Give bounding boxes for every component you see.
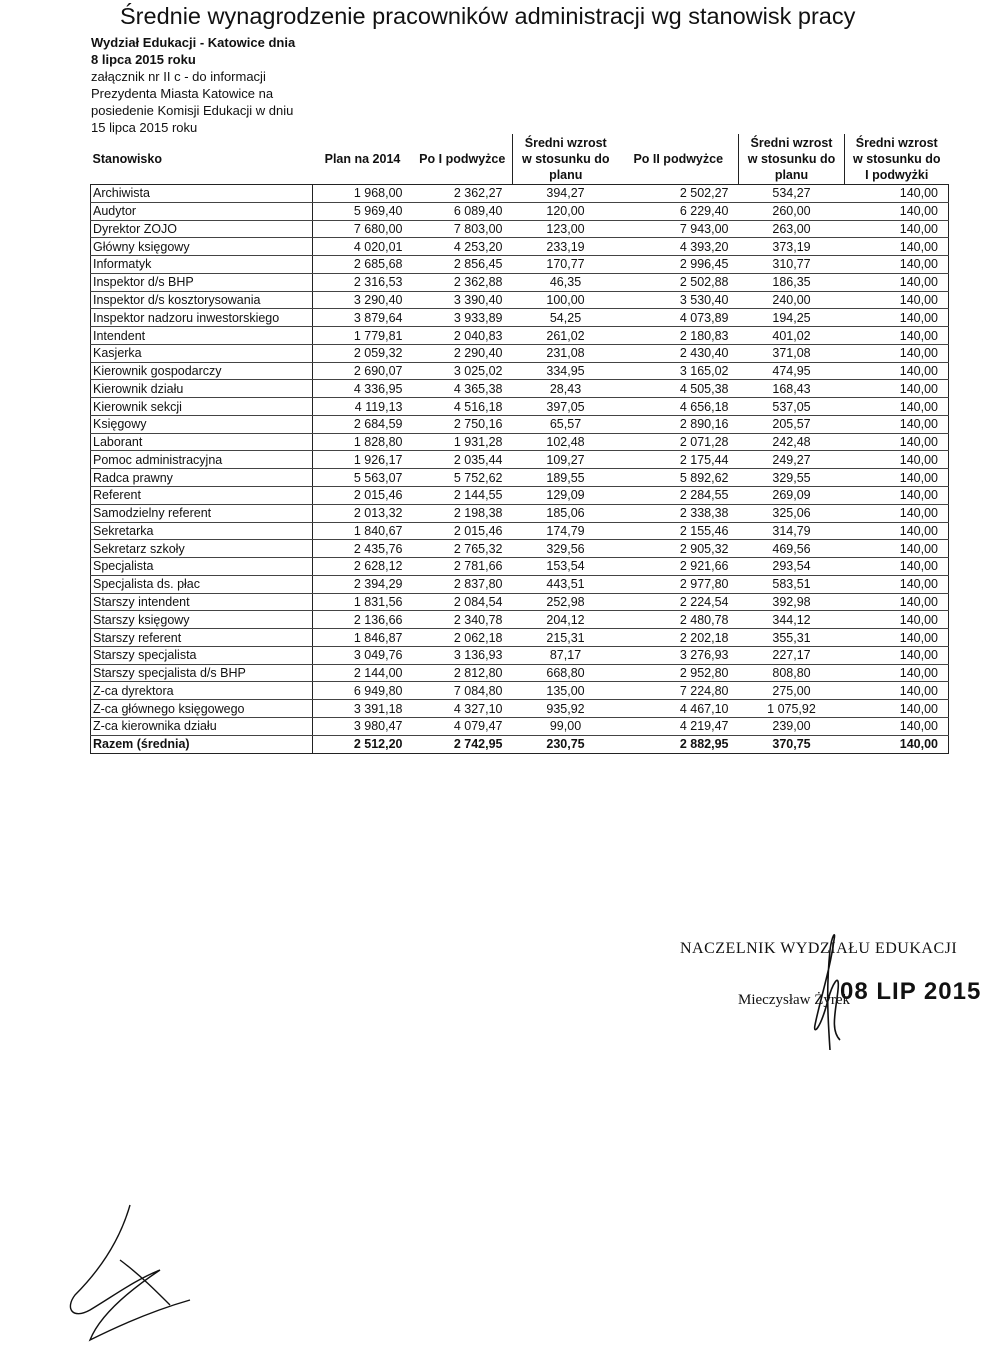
table-header-row xyxy=(91,134,949,185)
cell-avg-increase-plan-2: 325,06 xyxy=(739,504,845,522)
table-row xyxy=(91,185,949,203)
table-row xyxy=(91,575,949,593)
table-row xyxy=(91,238,949,256)
cell-after-raise-1: 2 290,40 xyxy=(413,344,513,362)
cell-position: Intendent xyxy=(91,327,313,345)
cell-avg-increase-plan-2: 329,55 xyxy=(739,469,845,487)
cell-avg-increase-raise-1: 140,00 xyxy=(845,487,949,505)
cell-avg-increase-plan-1: 54,25 xyxy=(513,309,619,327)
cell-plan-2014: 1 828,80 xyxy=(313,433,413,451)
col-header-raise2: Po II podwyżce xyxy=(633,152,724,166)
intro-line-6: 15 lipca 2015 roku xyxy=(91,120,198,135)
cell-avg-increase-plan-1: 261,02 xyxy=(513,327,619,345)
cell-position: Księgowy xyxy=(91,415,313,433)
table-row xyxy=(91,398,949,416)
cell-avg-increase-plan-1: 170,77 xyxy=(513,256,619,274)
cell-avg-increase-plan-2: 249,27 xyxy=(739,451,845,469)
cell-after-raise-1: 7 803,00 xyxy=(413,220,513,238)
table-total-row xyxy=(91,735,949,753)
cell-after-raise-1: 4 327,10 xyxy=(413,700,513,718)
cell-avg-increase-plan-1: 185,06 xyxy=(513,504,619,522)
cell-avg-increase-plan-1: 334,95 xyxy=(513,362,619,380)
cell-after-raise-2: 3 276,93 xyxy=(619,646,739,664)
cell-plan-2014: 7 680,00 xyxy=(313,220,413,238)
cell-avg-increase-raise-1: 140,00 xyxy=(845,433,949,451)
cell-after-raise-2: 4 219,47 xyxy=(619,717,739,735)
cell-avg-increase-plan-2: 392,98 xyxy=(739,593,845,611)
cell-avg-increase-raise-1: 140,00 xyxy=(845,327,949,345)
cell-avg-increase-raise-1: 140,00 xyxy=(845,664,949,682)
cell-avg-increase-raise-1: 140,00 xyxy=(845,504,949,522)
cell-avg-increase-plan-1: 135,00 xyxy=(513,682,619,700)
table-row xyxy=(91,682,949,700)
cell-after-raise-1: 2 742,95 xyxy=(413,735,513,753)
col-header-avg-plan-1: Średni wzrost w stosunku do planu xyxy=(513,134,619,185)
cell-position: Sekretarz szkoły xyxy=(91,540,313,558)
cell-avg-increase-plan-1: 46,35 xyxy=(513,273,619,291)
cell-after-raise-1: 2 144,55 xyxy=(413,487,513,505)
table-row xyxy=(91,327,949,345)
cell-avg-increase-plan-2: 168,43 xyxy=(739,380,845,398)
cell-avg-increase-plan-2: 263,00 xyxy=(739,220,845,238)
cell-position: Z-ca głównego księgowego xyxy=(91,700,313,718)
cell-plan-2014: 2 144,00 xyxy=(313,664,413,682)
cell-position: Starszy specjalista xyxy=(91,646,313,664)
stamp-title: NACZELNIK WYDZIAŁU EDUKACJI xyxy=(680,940,958,957)
cell-avg-increase-plan-1: 99,00 xyxy=(513,717,619,735)
cell-plan-2014: 1 831,56 xyxy=(313,593,413,611)
table-row xyxy=(91,646,949,664)
cell-position: Starszy specjalista d/s BHP xyxy=(91,664,313,682)
cell-after-raise-1: 2 035,44 xyxy=(413,451,513,469)
cell-position: Radca prawny xyxy=(91,469,313,487)
cell-after-raise-2: 2 202,18 xyxy=(619,629,739,647)
cell-after-raise-1: 3 136,93 xyxy=(413,646,513,664)
cell-position: Pomoc administracyjna xyxy=(91,451,313,469)
cell-after-raise-2: 2 480,78 xyxy=(619,611,739,629)
cell-after-raise-2: 3 530,40 xyxy=(619,291,739,309)
cell-position: Dyrektor ZOJO xyxy=(91,220,313,238)
cell-after-raise-2: 7 224,80 xyxy=(619,682,739,700)
cell-avg-increase-plan-2: 293,54 xyxy=(739,558,845,576)
cell-after-raise-1: 2 040,83 xyxy=(413,327,513,345)
cell-plan-2014: 2 316,53 xyxy=(313,273,413,291)
cell-position: Starszy księgowy xyxy=(91,611,313,629)
cell-plan-2014: 1 968,00 xyxy=(313,185,413,203)
table-row xyxy=(91,700,949,718)
intro-attachment-line: załącznik nr II c - do informacji xyxy=(91,69,266,84)
cell-avg-increase-plan-2: 401,02 xyxy=(739,327,845,345)
cell-avg-increase-raise-1: 140,00 xyxy=(845,398,949,416)
table-row xyxy=(91,380,949,398)
cell-avg-increase-raise-1: 140,00 xyxy=(845,469,949,487)
cell-avg-increase-plan-1: 443,51 xyxy=(513,575,619,593)
cell-plan-2014: 2 013,32 xyxy=(313,504,413,522)
cell-after-raise-1: 2 362,27 xyxy=(413,185,513,203)
cell-avg-increase-plan-1: 935,92 xyxy=(513,700,619,718)
cell-avg-increase-plan-2: 1 075,92 xyxy=(739,700,845,718)
cell-after-raise-1: 4 516,18 xyxy=(413,398,513,416)
cell-avg-increase-plan-1: 123,00 xyxy=(513,220,619,238)
cell-position: Sekretarka xyxy=(91,522,313,540)
cell-position: Inspektor d/s kosztorysowania xyxy=(91,291,313,309)
cell-after-raise-2: 2 180,83 xyxy=(619,327,739,345)
wages-table xyxy=(90,134,949,754)
cell-avg-increase-raise-1: 140,00 xyxy=(845,611,949,629)
cell-position: Specjalista ds. płac xyxy=(91,575,313,593)
cell-avg-increase-plan-1: 102,48 xyxy=(513,433,619,451)
cell-plan-2014: 2 512,20 xyxy=(313,735,413,753)
intro-block xyxy=(91,34,295,136)
table-row xyxy=(91,558,949,576)
cell-after-raise-2: 2 338,38 xyxy=(619,504,739,522)
cell-after-raise-1: 3 390,40 xyxy=(413,291,513,309)
cell-position: Inspektor nadzoru inwestorskiego xyxy=(91,309,313,327)
intro-date-line: 8 lipca 2015 roku xyxy=(91,52,196,67)
col-header-plan: Plan na 2014 xyxy=(324,152,401,166)
cell-avg-increase-plan-2: 344,12 xyxy=(739,611,845,629)
intro-department-line: Wydział Edukacji - Katowice dnia xyxy=(91,35,296,50)
table-body xyxy=(91,185,949,754)
table-row xyxy=(91,487,949,505)
table-row xyxy=(91,291,949,309)
cell-avg-increase-plan-2: 370,75 xyxy=(739,735,845,753)
cell-avg-increase-plan-2: 474,95 xyxy=(739,362,845,380)
cell-plan-2014: 3 290,40 xyxy=(313,291,413,309)
cell-plan-2014: 2 015,46 xyxy=(313,487,413,505)
cell-after-raise-1: 2 812,80 xyxy=(413,664,513,682)
cell-avg-increase-raise-1: 140,00 xyxy=(845,735,949,753)
cell-after-raise-1: 3 025,02 xyxy=(413,362,513,380)
table-row xyxy=(91,611,949,629)
cell-after-raise-2: 2 155,46 xyxy=(619,522,739,540)
cell-avg-increase-raise-1: 140,00 xyxy=(845,540,949,558)
cell-avg-increase-plan-2: 260,00 xyxy=(739,202,845,220)
cell-position: Samodzielny referent xyxy=(91,504,313,522)
cell-after-raise-1: 6 089,40 xyxy=(413,202,513,220)
cell-plan-2014: 3 049,76 xyxy=(313,646,413,664)
cell-after-raise-2: 2 502,27 xyxy=(619,185,739,203)
cell-avg-increase-plan-1: 109,27 xyxy=(513,451,619,469)
cell-position: Główny księgowy xyxy=(91,238,313,256)
intro-line-4: Prezydenta Miasta Katowice na xyxy=(91,86,274,101)
cell-avg-increase-raise-1: 140,00 xyxy=(845,309,949,327)
cell-position: Kasjerka xyxy=(91,344,313,362)
cell-plan-2014: 4 020,01 xyxy=(313,238,413,256)
cell-plan-2014: 1 846,87 xyxy=(313,629,413,647)
stamp-name: Mieczysław Żyrek xyxy=(738,992,851,1008)
cell-avg-increase-plan-2: 186,35 xyxy=(739,273,845,291)
cell-after-raise-2: 2 905,32 xyxy=(619,540,739,558)
cell-plan-2014: 2 059,32 xyxy=(313,344,413,362)
cell-avg-increase-raise-1: 140,00 xyxy=(845,238,949,256)
cell-after-raise-1: 2 750,16 xyxy=(413,415,513,433)
table-row xyxy=(91,220,949,238)
cell-avg-increase-raise-1: 140,00 xyxy=(845,451,949,469)
cell-avg-increase-plan-2: 537,05 xyxy=(739,398,845,416)
cell-plan-2014: 5 969,40 xyxy=(313,202,413,220)
cell-avg-increase-plan-1: 233,19 xyxy=(513,238,619,256)
cell-after-raise-2: 3 165,02 xyxy=(619,362,739,380)
cell-after-raise-1: 4 079,47 xyxy=(413,717,513,735)
cell-avg-increase-plan-2: 534,27 xyxy=(739,185,845,203)
cell-after-raise-1: 2 084,54 xyxy=(413,593,513,611)
cell-avg-increase-raise-1: 140,00 xyxy=(845,717,949,735)
cell-avg-increase-plan-2: 314,79 xyxy=(739,522,845,540)
cell-plan-2014: 1 779,81 xyxy=(313,327,413,345)
table-row xyxy=(91,451,949,469)
table-row xyxy=(91,629,949,647)
cell-plan-2014: 3 391,18 xyxy=(313,700,413,718)
intro-line-5: posiedenie Komisji Edukacji w dniu xyxy=(91,103,294,118)
cell-avg-increase-plan-1: 397,05 xyxy=(513,398,619,416)
cell-avg-increase-raise-1: 140,00 xyxy=(845,202,949,220)
cell-after-raise-2: 4 656,18 xyxy=(619,398,739,416)
cell-after-raise-1: 2 340,78 xyxy=(413,611,513,629)
cell-avg-increase-plan-2: 242,48 xyxy=(739,433,845,451)
cell-plan-2014: 5 563,07 xyxy=(313,469,413,487)
table-row xyxy=(91,415,949,433)
cell-after-raise-2: 2 430,40 xyxy=(619,344,739,362)
cell-plan-2014: 1 840,67 xyxy=(313,522,413,540)
cell-plan-2014: 6 949,80 xyxy=(313,682,413,700)
cell-position: Kierownik sekcji xyxy=(91,398,313,416)
page-title: Średnie wynagrodzenie pracowników administracji wg stanowisk pracy xyxy=(120,3,856,29)
cell-avg-increase-raise-1: 140,00 xyxy=(845,700,949,718)
cell-avg-increase-plan-1: 230,75 xyxy=(513,735,619,753)
cell-avg-increase-raise-1: 140,00 xyxy=(845,593,949,611)
cell-avg-increase-plan-1: 129,09 xyxy=(513,487,619,505)
cell-avg-increase-plan-2: 205,57 xyxy=(739,415,845,433)
cell-after-raise-2: 2 952,80 xyxy=(619,664,739,682)
cell-avg-increase-plan-1: 189,55 xyxy=(513,469,619,487)
cell-avg-increase-plan-1: 231,08 xyxy=(513,344,619,362)
cell-avg-increase-plan-2: 194,25 xyxy=(739,309,845,327)
cell-after-raise-1: 2 781,66 xyxy=(413,558,513,576)
cell-avg-increase-plan-1: 329,56 xyxy=(513,540,619,558)
cell-after-raise-2: 4 467,10 xyxy=(619,700,739,718)
table-row xyxy=(91,256,949,274)
table-row xyxy=(91,593,949,611)
cell-avg-increase-plan-2: 469,56 xyxy=(739,540,845,558)
cell-after-raise-2: 2 921,66 xyxy=(619,558,739,576)
cell-after-raise-1: 4 365,38 xyxy=(413,380,513,398)
cell-plan-2014: 2 628,12 xyxy=(313,558,413,576)
cell-avg-increase-plan-2: 240,00 xyxy=(739,291,845,309)
cell-avg-increase-plan-2: 227,17 xyxy=(739,646,845,664)
cell-avg-increase-raise-1: 140,00 xyxy=(845,629,949,647)
handwritten-signature-icon xyxy=(680,930,950,1050)
cell-position: Specjalista xyxy=(91,558,313,576)
table-row xyxy=(91,273,949,291)
cell-plan-2014: 1 926,17 xyxy=(313,451,413,469)
cell-position: Archiwista xyxy=(91,185,313,203)
cell-avg-increase-plan-1: 65,57 xyxy=(513,415,619,433)
cell-after-raise-1: 2 362,88 xyxy=(413,273,513,291)
col-header-raise1: Po I podwyżce xyxy=(419,152,506,166)
table-row xyxy=(91,469,949,487)
table-row xyxy=(91,664,949,682)
cell-avg-increase-plan-2: 310,77 xyxy=(739,256,845,274)
cell-after-raise-2: 6 229,40 xyxy=(619,202,739,220)
cell-avg-increase-plan-1: 28,43 xyxy=(513,380,619,398)
col-header-position: Stanowisko xyxy=(92,152,162,166)
table-row xyxy=(91,202,949,220)
cell-avg-increase-plan-1: 153,54 xyxy=(513,558,619,576)
cell-avg-increase-plan-1: 174,79 xyxy=(513,522,619,540)
cell-after-raise-2: 2 071,28 xyxy=(619,433,739,451)
cell-plan-2014: 3 879,64 xyxy=(313,309,413,327)
cell-plan-2014: 4 336,95 xyxy=(313,380,413,398)
cell-avg-increase-raise-1: 140,00 xyxy=(845,380,949,398)
cell-plan-2014: 2 394,29 xyxy=(313,575,413,593)
cell-position: Razem (średnia) xyxy=(91,735,313,753)
cell-plan-2014: 3 980,47 xyxy=(313,717,413,735)
cell-avg-increase-plan-2: 808,80 xyxy=(739,664,845,682)
cell-after-raise-2: 2 175,44 xyxy=(619,451,739,469)
cell-avg-increase-raise-1: 140,00 xyxy=(845,185,949,203)
cell-after-raise-1: 2 856,45 xyxy=(413,256,513,274)
table-row xyxy=(91,344,949,362)
cell-avg-increase-plan-2: 373,19 xyxy=(739,238,845,256)
cell-avg-increase-plan-1: 252,98 xyxy=(513,593,619,611)
cell-avg-increase-plan-1: 100,00 xyxy=(513,291,619,309)
cell-after-raise-1: 2 765,32 xyxy=(413,540,513,558)
table-row xyxy=(91,522,949,540)
handwritten-initials-icon xyxy=(60,1200,200,1350)
cell-plan-2014: 2 136,66 xyxy=(313,611,413,629)
cell-position: Kierownik gospodarczy xyxy=(91,362,313,380)
cell-position: Z-ca dyrektora xyxy=(91,682,313,700)
cell-after-raise-2: 2 284,55 xyxy=(619,487,739,505)
cell-after-raise-2: 2 996,45 xyxy=(619,256,739,274)
cell-after-raise-1: 3 933,89 xyxy=(413,309,513,327)
cell-after-raise-1: 2 062,18 xyxy=(413,629,513,647)
cell-avg-increase-raise-1: 140,00 xyxy=(845,415,949,433)
cell-avg-increase-raise-1: 140,00 xyxy=(845,646,949,664)
cell-avg-increase-plan-2: 275,00 xyxy=(739,682,845,700)
col-header-avg-raise1: Średni wzrost w stosunku do I podwyżki xyxy=(845,134,949,185)
cell-after-raise-1: 2 837,80 xyxy=(413,575,513,593)
cell-avg-increase-plan-2: 583,51 xyxy=(739,575,845,593)
cell-position: Audytor xyxy=(91,202,313,220)
cell-after-raise-2: 4 393,20 xyxy=(619,238,739,256)
cell-after-raise-1: 7 084,80 xyxy=(413,682,513,700)
cell-avg-increase-plan-1: 394,27 xyxy=(513,185,619,203)
cell-after-raise-2: 4 073,89 xyxy=(619,309,739,327)
cell-position: Kierownik działu xyxy=(91,380,313,398)
cell-plan-2014: 2 685,68 xyxy=(313,256,413,274)
cell-after-raise-2: 7 943,00 xyxy=(619,220,739,238)
cell-avg-increase-raise-1: 140,00 xyxy=(845,344,949,362)
cell-avg-increase-raise-1: 140,00 xyxy=(845,273,949,291)
cell-after-raise-1: 2 198,38 xyxy=(413,504,513,522)
cell-after-raise-1: 2 015,46 xyxy=(413,522,513,540)
cell-avg-increase-raise-1: 140,00 xyxy=(845,291,949,309)
col-header-avg-plan-2: Średni wzrost w stosunku do planu xyxy=(739,134,845,185)
table-row xyxy=(91,433,949,451)
cell-plan-2014: 4 119,13 xyxy=(313,398,413,416)
table-row xyxy=(91,540,949,558)
cell-position: Starszy referent xyxy=(91,629,313,647)
cell-plan-2014: 2 684,59 xyxy=(313,415,413,433)
cell-after-raise-2: 2 890,16 xyxy=(619,415,739,433)
cell-after-raise-2: 2 224,54 xyxy=(619,593,739,611)
cell-avg-increase-plan-2: 355,31 xyxy=(739,629,845,647)
cell-plan-2014: 2 435,76 xyxy=(313,540,413,558)
cell-avg-increase-raise-1: 140,00 xyxy=(845,682,949,700)
cell-after-raise-1: 1 931,28 xyxy=(413,433,513,451)
cell-avg-increase-plan-2: 269,09 xyxy=(739,487,845,505)
cell-after-raise-1: 4 253,20 xyxy=(413,238,513,256)
stamp-date: 08 LIP 2015 xyxy=(840,978,981,1005)
cell-after-raise-2: 4 505,38 xyxy=(619,380,739,398)
cell-after-raise-2: 2 882,95 xyxy=(619,735,739,753)
cell-position: Z-ca kierownika działu xyxy=(91,717,313,735)
cell-position: Starszy intendent xyxy=(91,593,313,611)
cell-avg-increase-plan-1: 120,00 xyxy=(513,202,619,220)
cell-avg-increase-plan-2: 239,00 xyxy=(739,717,845,735)
signature-stamp xyxy=(680,930,981,1050)
table-row xyxy=(91,362,949,380)
cell-position: Laborant xyxy=(91,433,313,451)
cell-after-raise-2: 2 977,80 xyxy=(619,575,739,593)
cell-position: Inspektor d/s BHP xyxy=(91,273,313,291)
table-row xyxy=(91,504,949,522)
cell-avg-increase-raise-1: 140,00 xyxy=(845,362,949,380)
cell-position: Informatyk xyxy=(91,256,313,274)
cell-avg-increase-raise-1: 140,00 xyxy=(845,558,949,576)
table-row xyxy=(91,717,949,735)
cell-avg-increase-plan-2: 371,08 xyxy=(739,344,845,362)
cell-position: Referent xyxy=(91,487,313,505)
cell-plan-2014: 2 690,07 xyxy=(313,362,413,380)
cell-avg-increase-raise-1: 140,00 xyxy=(845,256,949,274)
cell-avg-increase-raise-1: 140,00 xyxy=(845,522,949,540)
cell-avg-increase-raise-1: 140,00 xyxy=(845,220,949,238)
cell-after-raise-1: 5 752,62 xyxy=(413,469,513,487)
table-row xyxy=(91,309,949,327)
cell-after-raise-2: 2 502,88 xyxy=(619,273,739,291)
cell-avg-increase-plan-1: 668,80 xyxy=(513,664,619,682)
cell-avg-increase-plan-1: 87,17 xyxy=(513,646,619,664)
cell-after-raise-2: 5 892,62 xyxy=(619,469,739,487)
cell-avg-increase-plan-1: 204,12 xyxy=(513,611,619,629)
cell-avg-increase-raise-1: 140,00 xyxy=(845,575,949,593)
cell-avg-increase-plan-1: 215,31 xyxy=(513,629,619,647)
